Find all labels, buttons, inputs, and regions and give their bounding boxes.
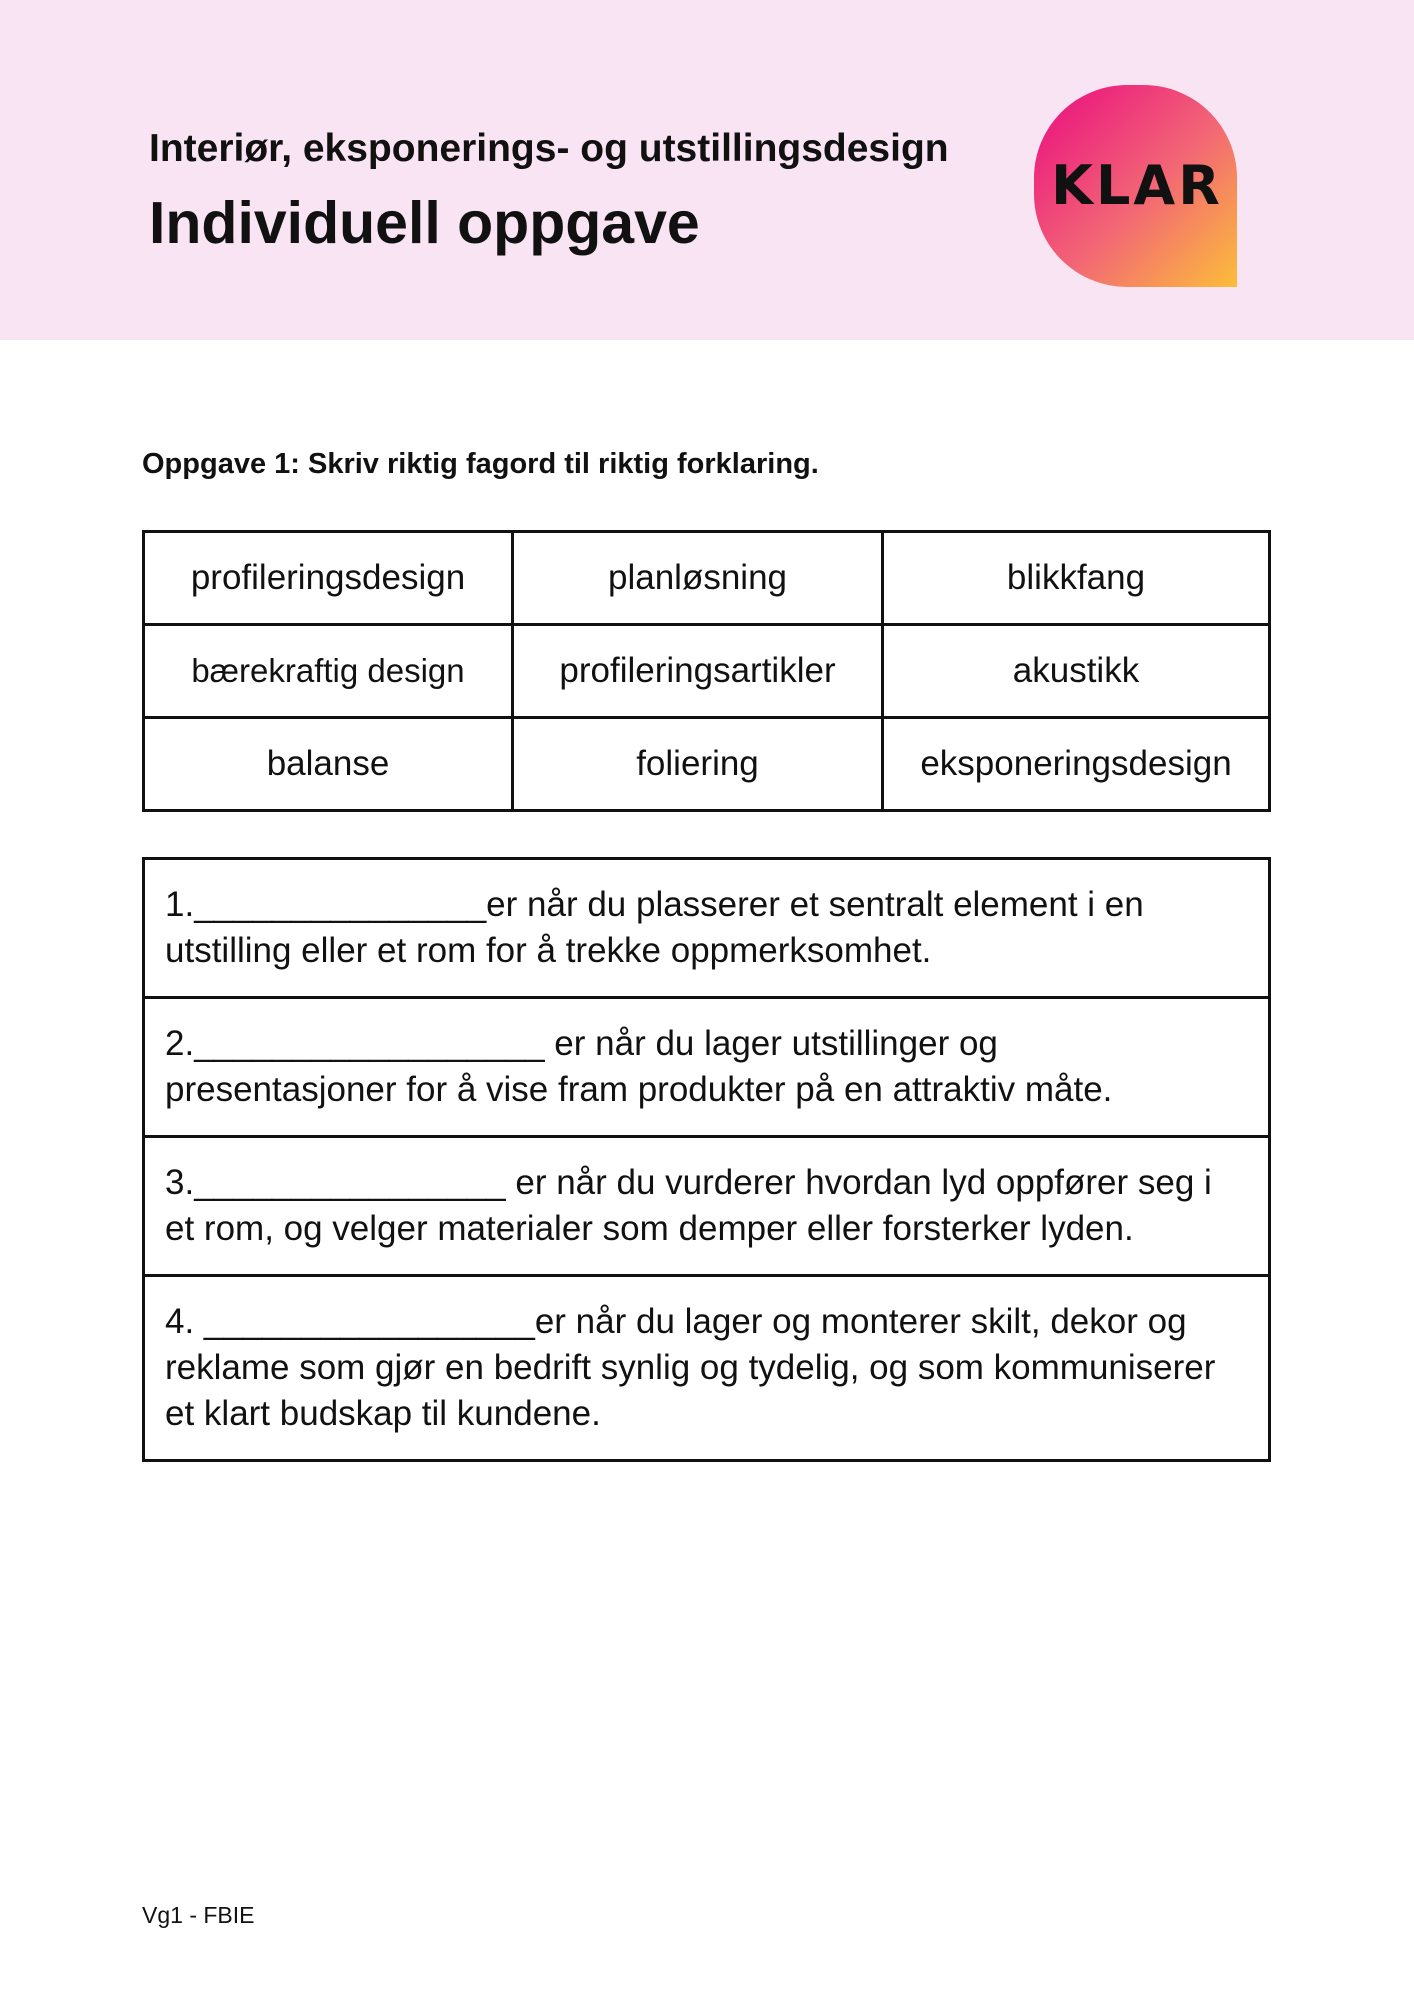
- word-bank-cell: balanse: [145, 719, 514, 812]
- sentence-line: reklame som gjør en bedrift synlig og tydelig, og som kommuniserer: [165, 1348, 1216, 1387]
- word-bank-cell: planløsning: [514, 533, 884, 626]
- footer-label: Vg1 - FBIE: [142, 1902, 255, 1928]
- sentence-line: 3.________________ er når du vurderer hvordan lyd oppfører seg i: [165, 1163, 1212, 1202]
- sentence-line: et klart budskap til kundene.: [165, 1394, 601, 1433]
- sentence-line: et rom, og velger materialer som demper eller forsterker lyden.: [165, 1209, 1134, 1248]
- sentence-row-2: [145, 999, 1268, 1138]
- word-bank-cell: profileringsdesign: [145, 533, 514, 626]
- sentence-row-1: [145, 860, 1268, 999]
- header-band: [0, 0, 1414, 340]
- course-subtitle: Interiør, eksponerings- og utstillingsdesign: [149, 127, 949, 170]
- logo-text: KLAR: [1051, 154, 1223, 217]
- page-title: Individuell oppgave: [149, 190, 700, 256]
- word-bank-cell: eksponeringsdesign: [884, 719, 1271, 812]
- word-bank-cell: blikkfang: [884, 533, 1271, 626]
- word-bank-cell: bærekraftig design: [145, 626, 514, 719]
- word-bank-table: [142, 530, 1271, 812]
- word-bank-cell: akustikk: [884, 626, 1271, 719]
- word-bank-cell: profileringsartikler: [514, 626, 884, 719]
- sentences-table: [142, 857, 1271, 1462]
- sentence-row-3: [145, 1138, 1268, 1277]
- task-heading: Oppgave 1: Skriv riktig fagord til riktig forklaring.: [142, 448, 819, 480]
- sentence-line: 4. _________________er når du lager og monterer skilt, dekor og: [165, 1302, 1187, 1341]
- sentence-row-4: [145, 1277, 1268, 1459]
- sentence-line: utstilling eller et rom for å trekke oppmerksomhet.: [165, 931, 932, 970]
- sentence-line: 1._______________er når du plasserer et sentralt element i en: [165, 885, 1144, 924]
- klar-logo: [1034, 85, 1237, 287]
- word-bank-cell: foliering: [514, 719, 884, 812]
- sentence-line: presentasjoner for å vise fram produkter på en attraktiv måte.: [165, 1070, 1113, 1109]
- sentence-line: 2.__________________ er når du lager utstillinger og: [165, 1024, 998, 1063]
